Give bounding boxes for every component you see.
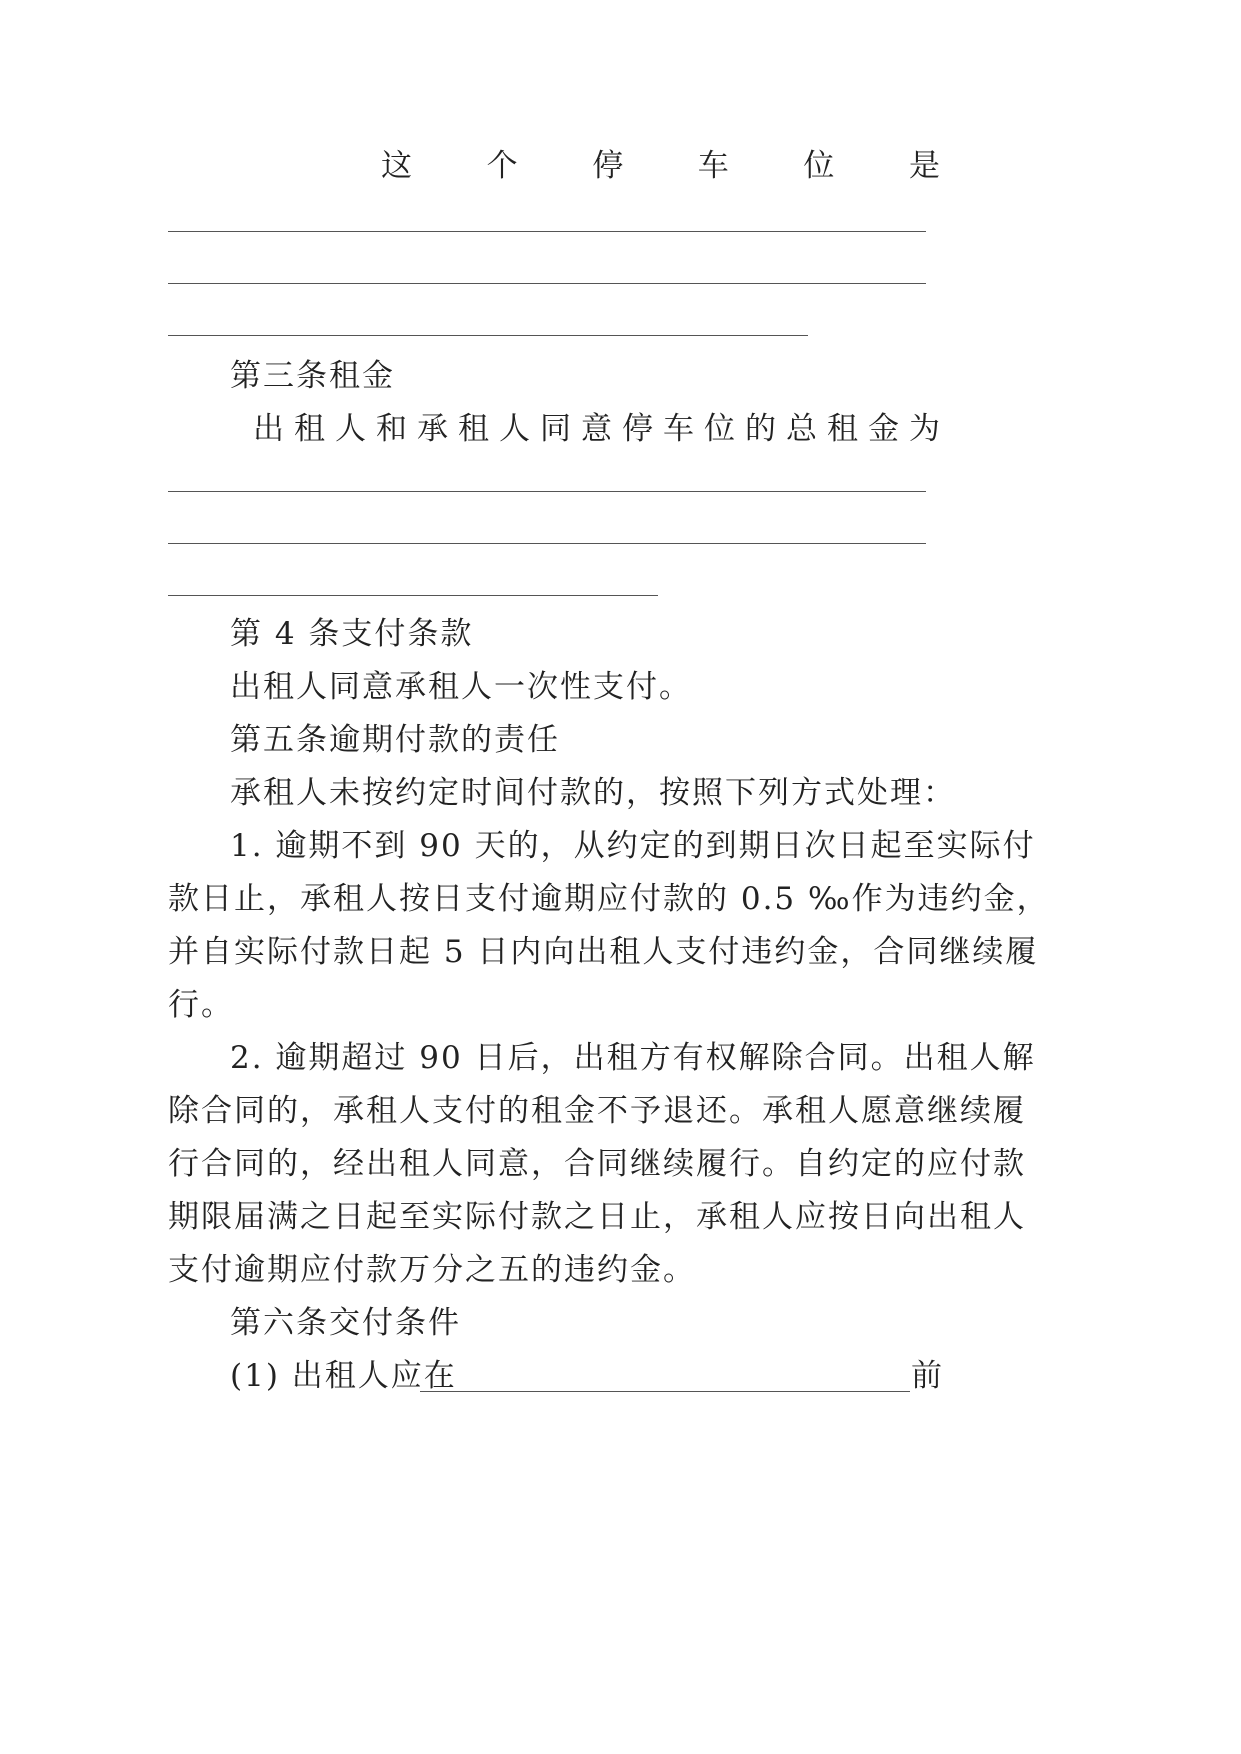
- item-1-line: 行。: [168, 987, 234, 1023]
- spread-char: 租: [827, 411, 858, 447]
- spread-char: 是: [908, 148, 940, 184]
- spread-text-parking-space: [381, 146, 940, 186]
- spread-char: 人: [335, 411, 366, 447]
- spread-char: 总: [786, 411, 817, 447]
- blank-line: [168, 335, 808, 336]
- item-2-line: 2. 逾期超过 90 日后，出租方有权解除合同。出租人解: [230, 1040, 1036, 1076]
- spread-char: 意: [581, 411, 612, 447]
- item-1-line: 1. 逾期不到 90 天的，从约定的到期日次日起至实际付: [230, 828, 1036, 864]
- spread-char: 和: [376, 411, 407, 447]
- blank-line: [168, 595, 658, 596]
- blank-line: [168, 283, 926, 284]
- item-2-line: 期限届满之日起至实际付款之日止，承租人应按日向出租人: [168, 1199, 1026, 1235]
- item-1-line: 款日止，承租人按日支付逾期应付款的 0.5 ‰作为违约金，: [168, 881, 1050, 917]
- blank-line: [420, 1391, 910, 1392]
- blank-line: [168, 543, 926, 544]
- spread-char: 位: [803, 148, 835, 184]
- spread-char: 位: [704, 411, 735, 447]
- spread-char: 租: [458, 411, 489, 447]
- spread-char: 金: [868, 411, 899, 447]
- spread-char: 这: [381, 148, 412, 184]
- article-6-title: 第六条交付条件: [230, 1305, 461, 1341]
- spread-char: 租: [294, 411, 325, 447]
- item-2-line: 除合同的，承租人支付的租金不予退还。承租人愿意继续履: [168, 1093, 1026, 1129]
- spread-char: 同: [540, 411, 571, 447]
- item-1-line: 并自实际付款日起 5 日内向出租人支付违约金，合同继续履: [168, 934, 1039, 970]
- blank-line: [168, 231, 926, 232]
- spread-char: 的: [745, 411, 776, 447]
- item-2-line: 行合同的，经出租人同意，合同继续履行。自约定的应付款: [168, 1146, 1026, 1182]
- article-6-item-1-prefix: (1) 出租人应在: [230, 1358, 457, 1394]
- article-6-item-1-suffix: 前: [911, 1358, 944, 1394]
- item-2-line: 支付逾期应付款万分之五的违约金。: [168, 1252, 696, 1288]
- article-5-title: 第五条逾期付款的责任: [230, 722, 560, 758]
- spread-char: 车: [697, 148, 729, 184]
- spread-text-total-rent: [253, 409, 940, 449]
- spread-char: 个: [486, 148, 518, 184]
- article-5-intro: 承租人未按约定时间付款的，按照下列方式处理：: [230, 775, 956, 811]
- spread-char: 停: [592, 148, 624, 184]
- article-6-item-1: [230, 1356, 457, 1396]
- article-3-title: 第三条租金: [230, 358, 395, 394]
- spread-char: 为: [909, 411, 940, 447]
- spread-char: 承: [417, 411, 448, 447]
- spread-char: 车: [663, 411, 694, 447]
- spread-char: 停: [622, 411, 653, 447]
- article-4-title: 第 4 条支付条款: [230, 616, 474, 652]
- article-4-body: 出租人同意承租人一次性支付。: [230, 669, 692, 705]
- spread-char: 人: [499, 411, 530, 447]
- spread-char: 出: [253, 411, 284, 447]
- blank-line: [168, 491, 926, 492]
